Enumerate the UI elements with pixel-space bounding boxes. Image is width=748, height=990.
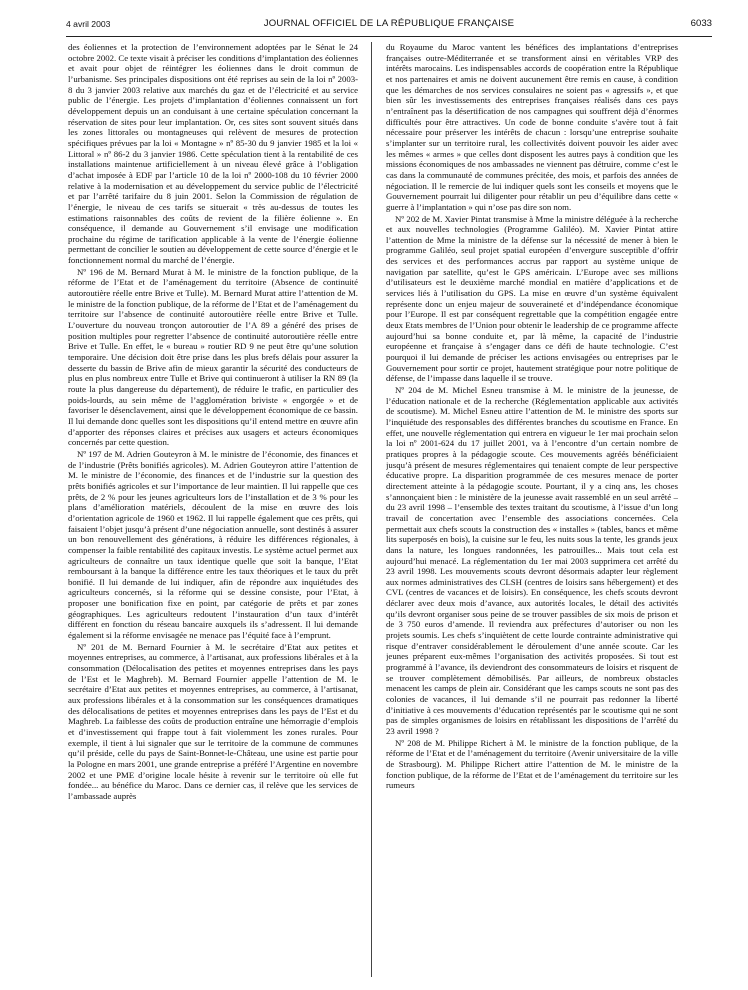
paragraph-continued: des éoliennes et la protection de l’environnement adoptées par le Sénat le 24 octobre 2002. Ce texte visait à préciser les conditions d’implantation des éoliennes et avait pour objet de réintégrer les éoliennes dans le droit commun de l’urbanisme. Ses principales dispositions ont été reprises au sein de la loi nº 2003-8 du 3 janvier 2003 relative aux marchés du gaz et de l’électricité et au service public de l’énergie. Les projets d’implantation d’éoliennes connaissent un fort développement depuis un an conduisant à une certaine spéculation concernant la réservation de sites pour leur implantation. Or, ces sites sont souvent situés dans les zones littorales ou montagneuses qui relèvent de mesures de protection spécifiques prévues par la loi « Montagne » nº 85-30 du 9 janvier 1985 et la loi « Littoral » nº 86-2 du 3 janvier 1986. Cette spéculation tient à la rentabilité de ces installations maintenue artificiellement à un niveau élevé grâce à l’obligation d’achat imposée à EDF par l’article 10 de la loi nº 2000-108 du 10 février 2000 relative à la modernisation et au développement du service public de l’électricité et par l’arrêté tarifaire du 8 juin 2001. Selon la Commission de régulation de l’énergie, le niveau de ces tarifs se situerait « très au-dessus de toutes les estimations raisonnables des coûts de revient de la filière éolienne ». En conséquence, il demande au Gouvernement s’il envisage une modification prochaine du régime de tarification applicable à la vente de l’énergie éolienne permettant de concilier le soutien au développement de cette source d’énergie et le fonctionnement normal du marché de l’énergie. <box>68 42 358 266</box>
column-divider <box>371 42 372 977</box>
question-197: Nº 197 de M. Adrien Gouteyron à M. le ministre de l’économie, des finances et de l’industrie (Prêts bonifiés agricoles). M. Adrien Gouteyron attire l’attention de M. le ministre de l’économie, des finances et de l’industrie sur la question des prêts bonifiés agricoles et sur l’importance de leur maintien. Il lui rappelle que ces prêts, de 2 % pour les jeunes agriculteurs lors de l’installation et de 3 % pour les plans d’amélioration matériels, découlent de la mise en œuvre des lois d’orientation agricole de 1960 et 1962. Il lui rappelle également que ces prêts, qui faisaient l’objet jusqu’à présent d’une négociation annuelle, sont destinés à assurer un bon renouvellement des générations, à réduire les différences régionales, à compenser la faible rentabilité des capitaux investis. Le système actuel permet aux agriculteurs de connaître un taux identique quelle que soit la banque, l’Etat remboursant à la banque la différence entre les taux théoriques et le taux du prêt bonifié. Il lui demande de lui indiquer, afin de répondre aux inquiétudes des agriculteurs concernés, si la réforme qui se dessine consiste, pour l’Etat, à proposer une bonification fixe en point, par catégorie de prêts et par zones géographiques. Les agriculteurs redoutent l’instauration d’un taux d’intérêt différent en fonction du réseau bancaire auxquels ils s’adressent. Il lui demande également si la réforme envisagée ne menace pas l’équité face à l’emprunt. <box>68 448 358 641</box>
page-number: 6033 <box>690 18 712 29</box>
question-201: Nº 201 de M. Bernard Fournier à M. le secrétaire d’Etat aux petites et moyennes entreprises, au commerce, à l’artisanat, aux professions libérales et à la consommation (Délocalisation des petites et moyennes entreprises dans les pays de l’Est et le Maghreb). M. Bernard Fournier appelle l’attention de M. le secrétaire d’Etat aux petites et moyennes entreprises, au commerce, à l’artisanat, aux professions libérales et à la consommation sur les conséquences dramatiques des délocalisations de petites et moyennes entreprises dans les pays de l’Est et du Maghreb. La faiblesse des coûts de production entraîne une hémorragie d’emplois et d’investissement qui frappe tout à fait violemment les zones rurales. Pour exemple, il tient à lui signaler que sur le territoire de la commune de communes qu’il préside, celle du pays de Saint-Bonnet-le-Château, une usine est partie pour la Pologne en mars 2001, une grande entreprise a préféré l’Argentine en novembre 2002 et une PME d’origine locale hésite à revenir sur le territoire où elle fut fondée... au bénéfice du Maroc. Dans ce dernier cas, il relève que les services de l’ambassade auprès <box>68 641 358 801</box>
header-rule <box>66 36 712 37</box>
question-208: Nº 208 de M. Philippe Richert à M. le ministre de la fonction publique, de la réforme de l’Etat et de l’aménagement du territoire (Avenir universitaire de la ville de Strasbourg). M. Philippe Richert attire l’attention de M. le ministre de la fonction publique, de la réforme de l’Etat et de l’aménagement du territoire sur les rumeurs <box>386 737 678 791</box>
question-202: Nº 202 de M. Xavier Pintat transmise à Mme la ministre déléguée à la recherche et aux nouvelles technologies (Programme Galiléo). M. Xavier Pintat attire l’attention de Mme la ministre de la défense sur la nécessité de mener à bien le programme Galiléo, seul projet spatial européen d’envergure susceptible d’offrir des services et des performances accrus par rapport au système unique de navigation par satellite, qu’est le GPS américain. L’Europe avec ses millions d’utilisateurs est le deuxième marché mondial en matière d’applications et de services liés à l’utilisation du GPS. La mise en œuvre d’un système équivalent représente donc un enjeu majeur de souveraineté et d’indépendance économique pour l’Europe. Il est par conséquent regrettable que la compétition engagée entre deux Etats membres de l’Union pour obtenir le leadership de ce programme affecte aujourd’hui sa bonne conduite et, par là même, la capacité de l’industrie européenne et française à s’engager dans ce défi de haute technologie. C’est pourquoi il lui demande de préciser les actions envisagées ou entreprises par le Gouvernement pour sortir ce projet, hautement stratégique pour notre politique de défense, de l’impasse dans laquelle il se trouve. <box>386 213 678 384</box>
journal-title: JOURNAL OFFICIEL DE LA RÉPUBLIQUE FRANÇAISE <box>263 18 515 29</box>
header-date: 4 avril 2003 <box>66 19 111 29</box>
question-204: Nº 204 de M. Michel Esneu transmise à M. le ministre de la jeunesse, de l’éducation nationale et de la recherche (Réglementation applicable aux activités de scoutisme). M. Michel Esneu attire l’attention de M. le ministre des sports sur l’inquiétude des responsables des différentes branches du scoutisme en France. En effet, une nouvelle réglementation qui entrera en vigueur le 1er mai prochain selon la loi nº 2001-624 du 17 juillet 2001, va à l’encontre d’un certain nombre de pratiques propres à la pédagogie scoute. Ces mouvements agréés bénéficiaient jusqu’à présent de mesures réglementaires qui tenaient compte de leur perspective éducative propre. La disparition programmée de ces mesures menace de porter directement atteinte à la pédagogie scoute. Pourtant, il y a cinq ans, les choses s’annonçaient bien : le ministère de la jeunesse avait rassemblé en un seul arrêté – du 23 avril 1998 – l’ensemble des textes traitant du scoutisme, à l’issue d’un long travail de concertation avec l’ensemble des associations concernées. Cela permettait aux chefs scouts la construction des « installes » (tables, bancs et même lits superposés en bois), la cuisine sur le feu, les nuits sous la tente, les grands jeux dans la nature, les longues randonnées, les patrouilles... Mais tout cela est aujourd’hui menacé. La réglementation du 1er mai 2003 supprimera cet arrêté du 23 avril 1998. Les mouvements scouts devront désormais adapter leur règlement aux normes administratives des CLSH (centres de loisirs sans hébergement) et des CVL (centres de vacances et de loisirs). En conséquence, les chefs scouts devront déclarer avec deux mois d’avance, aux autorités locales, le détail des activités qu’ils devront organiser sous peine de se trouver passibles de six mois de prison et de 3 750 euros d’amende. Il reviendra aux préfectures d’autoriser ou non les projets soumis. Les chefs s’inquiètent de cette lourde contrainte administrative qui risque d’entraver considérablement le déroulement d’une année scoute. Car les jeunes préparent eux-mêmes l’organisation des activités proposées. Si tout est programmé à l’avance, ils deviendront des consommateurs de loisirs et risquent de se trouver complètement démobilisés. Par ailleurs, de nombreux obstacles menacent les camps de plein air. Considérant que les camps scouts ne sont pas des colonies de vacances, il lui demande s’il ne pourrait pas redonner la liberté d’initiative à ces mouvements d’éducation représentés par le scoutisme qui ne sont pas de simples organismes de loisirs en rétablissant les dispositions de l’arrêté du 23 avril 1998 ? <box>386 385 678 736</box>
right-column <box>386 42 678 980</box>
left-column <box>68 42 358 980</box>
question-201-continued: du Royaume du Maroc vantent les bénéfices des implantations d’entreprises françaises outre-Méditerranée et se transforment ainsi en véritables VRP des intérêts marocains. Les indispensables accords de coopération entre la République et nos partenaires et amis ne doivent aucunement être remis en cause, à condition que les démarches de nos services consulaires ne soient pas « agressifs », et que bien sûr les investissements des entreprises françaises réalisés dans ces pays n’entraînent pas la désertification de nos campagnes qui souffrent déjà d’énormes difficultés pour être attractives. Un code de bonne conduite s’avère tout à fait nécessaire pour préserver les intérêts de chacun : lorsqu’une entreprise souhaite s’implanter sur un territoire rural, les collectivités doivent pouvoir les aider avec les mêmes « armes » que celles dont disposent les autres pays à condition que les missions économiques de nos ambassades ne viennent pas détruire, comme c’est le cas dans la communauté de communes précitée, des mois, et parfois des années de négociation. Il le remercie de lui indiquer quels sont les conseils et moyens que le Gouvernement pourrait lui diligenter pour rétablir un peu d’équilibre dans cette « guerre à l’implantation » qui n’ose pas dire son nom. <box>386 42 678 212</box>
page-header <box>66 16 712 32</box>
question-196: Nº 196 de M. Bernard Murat à M. le ministre de la fonction publique, de la réforme de l’Etat et de l’aménagement du territoire (Absence de continuité autoroutière réelle entre Brive et Tulle). M. Bernard Murat attire l’attention de M. le ministre de la fonction publique, de la réforme de l’Etat et de l’aménagement du territoire sur l’absence de continuité autoroutière réelle entre Brive et Tulle. L’ouverture du nouveau tronçon autoroutier de l’A 89 a généré des prises de position multiples pour regretter l’absence de continuité autoroutière réelle entre Brive et Tulle. En effet, le « bureau » routier RD 9 ne peut être qu’une solution temporaire. Une décision doit être prise dans les plus brefs délais pour assurer la desserte du bassin de Brive afin de mieux garantir la sécurité des conducteurs de plus en plus nombreux entre Tulle et Brive qui continueront à utiliser la RN 89 (la route la plus dangereuse du département), de réduire le trafic, en particulier des poids-lourds, au sein même de l’agglomération briviste « engorgée » et de favoriser le désenclavement, ainsi que le développement économique de ce bassin. Il lui demande donc quelles sont les dispositions qu’il entend mettre en œuvre afin d’apporter des réponses claires et précises aux usagers et acteurs économiques concernés par cette question. <box>68 266 358 448</box>
